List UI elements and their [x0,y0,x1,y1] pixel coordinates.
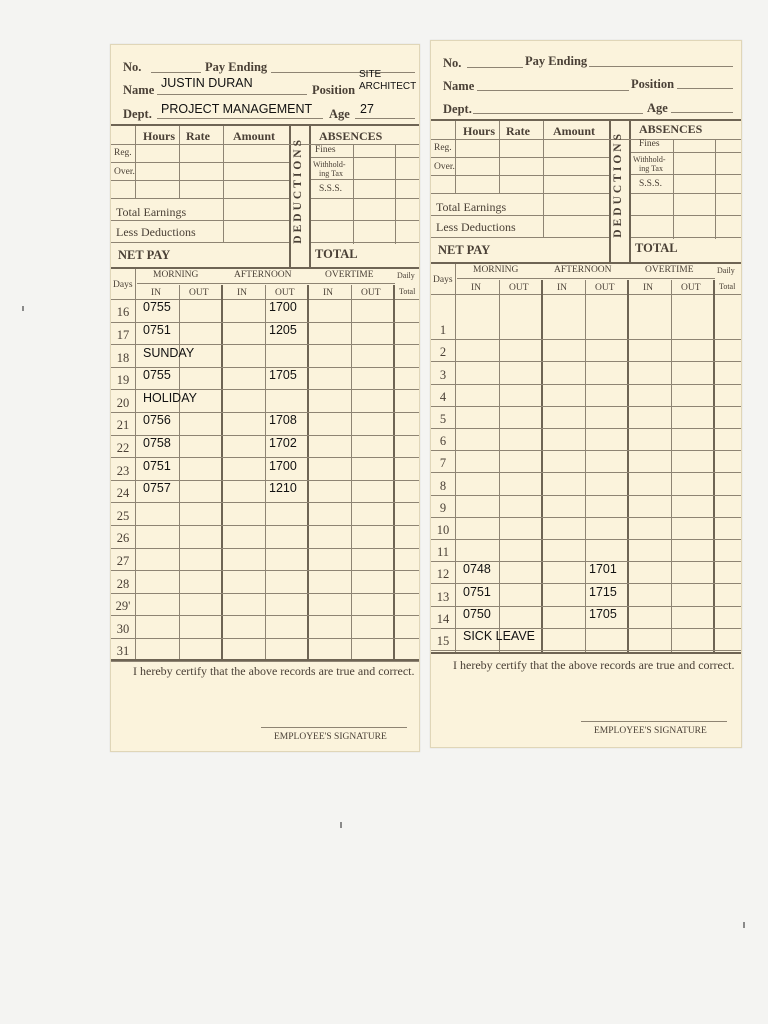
column-divider [307,285,309,659]
grid-line [311,157,419,158]
absences-header: ABSENCES [639,122,703,136]
day-number: 22 [116,440,130,455]
day-number: 14 [436,611,450,626]
morning-in-time: 0751 [143,322,171,337]
grid-line [631,237,741,238]
morning-out-header: OUT [509,283,529,293]
certify-statement: I hereby certify that the above records are true and correct. [133,664,415,678]
day-number: 6 [439,434,447,449]
daily-total-header-1: Daily [717,266,735,275]
pay-ending-label: Pay Ending [525,54,588,68]
rate-header: Rate [186,129,210,143]
total-earnings-label: Total Earnings [116,205,187,219]
age-line [355,118,415,119]
grid-line [499,280,500,652]
employee-signature-label: EMPLOYEE'S SIGNATURE [274,732,387,742]
day-number: 19 [116,373,130,388]
afternoon-in-header: IN [557,283,568,293]
afternoon-out-time: 1705 [269,368,297,383]
day-number: 7 [439,456,447,471]
grid-line [311,220,419,221]
grid-line [431,650,741,651]
overtime-out-header: OUT [681,283,701,293]
grid-line [111,661,419,662]
column-divider [221,285,223,659]
grid-line [455,264,456,652]
hours-header: Hours [143,129,176,143]
column-divider [541,280,543,652]
withholding-label-1: Withhold- [313,160,346,169]
grid-line [353,144,354,244]
day-number: 12 [436,567,450,582]
morning-in-time: 0751 [463,584,491,599]
time-grid-top-border [431,262,741,264]
dept-line [157,118,323,119]
dept-value: PROJECT MANAGEMENT [161,102,313,116]
grid-line [673,139,674,239]
grid-line [111,198,289,199]
day-number: 29' [115,599,131,614]
afternoon-out-header: OUT [275,288,295,298]
day-number: 25 [116,508,130,523]
day-number: 18 [116,350,130,365]
day-number: 27 [116,553,130,568]
grid-line [265,285,266,659]
day-number: 30 [116,621,130,636]
day-number: 10 [436,522,450,537]
overtime-header: OVERTIME [645,265,694,275]
no-line [151,72,201,73]
deductions-divider-right [309,124,311,269]
age-label: Age [647,101,668,115]
grid-line [631,174,741,175]
time-grid-top-border [111,267,419,269]
grid-line [311,242,419,243]
grid-line [431,517,741,518]
over-label: Over. [114,167,135,177]
rate-header: Rate [506,124,530,138]
afternoon-out-time: 1700 [269,300,297,315]
position-value-line2: ARCHITECT [359,81,417,92]
grid-line [431,361,741,362]
afternoon-header: AFTERNOON [554,265,612,275]
day-number: 15 [436,633,450,648]
day-number: 31 [116,644,130,659]
age-label: Age [329,107,350,121]
grid-line [395,144,396,244]
grid-line [111,615,419,616]
grid-line [137,283,395,284]
grid-line [179,285,180,659]
reg-label: Reg. [434,143,452,153]
morning-in-time: 0755 [143,300,171,315]
dept-line [473,113,643,114]
daily-total-header-2: Total [719,282,736,291]
position-label: Position [312,83,356,97]
sss-label: S.S.S. [319,184,342,194]
day-number: 8 [439,478,447,493]
morning-in-time: 0758 [143,435,171,450]
day-number: 3 [439,367,447,382]
dept-label: Dept. [443,102,472,116]
less-deductions-label: Less Deductions [436,220,516,234]
afternoon-out-time: 1702 [269,435,297,450]
pay-ending-label: Pay Ending [205,60,268,74]
time-card-right [430,40,742,748]
absences-header: ABSENCES [319,129,383,143]
grid-line [431,384,741,385]
day-number: 4 [439,389,447,404]
afternoon-out-time: 1210 [269,481,297,496]
grid-line [431,495,741,496]
grid-line [431,193,609,194]
morning-in-time: 0755 [143,368,171,383]
net-pay-label: NET PAY [118,248,171,262]
column-divider [627,280,629,652]
name-label: Name [123,83,155,97]
no-line [467,67,523,68]
overtime-header: OVERTIME [325,270,374,280]
amount-header: Amount [553,124,596,138]
day-note: HOLIDAY [143,390,197,405]
day-number: 13 [436,589,450,604]
amount-header: Amount [233,129,276,143]
day-number: 23 [116,463,130,478]
certify-statement: I hereby certify that the above records are true and correct. [453,658,735,672]
signature-line [581,721,727,722]
grid-line [135,269,136,659]
grid-line [431,215,609,216]
grid-line [431,294,741,295]
no-label: No. [123,60,142,74]
grid-line [631,152,741,153]
grid-line [111,525,419,526]
day-number: 16 [116,305,130,320]
day-number: 17 [116,327,130,342]
afternoon-in-header: IN [237,288,248,298]
grid-line [431,450,741,451]
name-line [477,90,629,91]
employee-signature-label: EMPLOYEE'S SIGNATURE [594,726,707,736]
morning-in-time: 0748 [463,562,491,577]
fines-label: Fines [315,145,336,155]
scan-speck [22,306,24,311]
morning-header: MORNING [473,265,519,275]
afternoon-out-time: 1715 [589,584,617,599]
grid-line [431,139,741,140]
total-label: TOTAL [635,241,678,255]
signature-line [261,727,407,728]
days-header: Days [113,280,133,290]
withholding-label-2: ing Tax [319,169,343,178]
grid-line [111,638,419,639]
scan-speck [340,822,342,828]
net-pay-label: NET PAY [438,243,491,257]
daily-total-header-1: Daily [397,271,415,280]
grid-line [457,278,715,279]
fines-label: Fines [639,139,660,149]
payroll-top-border [111,124,419,126]
grid-line [311,198,419,199]
afternoon-out-time: 1705 [589,606,617,621]
position-value-line1: SITE [359,69,382,80]
grid-line [111,242,289,243]
sss-label: S.S.S. [639,179,662,189]
afternoon-out-header: OUT [595,283,615,293]
position-line [677,88,733,89]
grid-line [111,162,289,163]
less-deductions-label: Less Deductions [116,225,196,239]
deductions-divider-left [289,124,291,269]
column-divider [713,280,715,652]
name-label: Name [443,79,475,93]
grid-line [715,139,716,239]
morning-in-header: IN [151,288,162,298]
afternoon-out-time: 1708 [269,413,297,428]
day-number: 9 [439,500,447,515]
reg-label: Reg. [114,148,132,158]
morning-in-header: IN [471,283,482,293]
name-line [157,94,307,95]
payroll-top-border [431,119,741,121]
column-divider [393,285,395,659]
afternoon-header: AFTERNOON [234,270,292,280]
no-label: No. [443,56,462,70]
morning-in-time: 0757 [143,481,171,496]
afternoon-out-time: 1700 [269,458,297,473]
afternoon-out-time: 1205 [269,322,297,337]
grid-line [431,237,609,238]
deductions-vertical-label: DEDUCTIONS [612,131,624,238]
age-line [671,112,733,113]
grid-line [111,502,419,503]
deductions-divider-right [629,119,631,264]
day-number: 20 [116,395,130,410]
total-earnings-label: Total Earnings [436,200,507,214]
grid-line [631,193,741,194]
grid-line [351,285,352,659]
day-number: 26 [116,531,130,546]
morning-in-time: 0750 [463,606,491,621]
day-note: SUNDAY [143,345,195,360]
day-number: 2 [439,345,447,360]
age-value: 27 [360,102,374,116]
hours-header: Hours [463,124,496,138]
afternoon-out-time: 1701 [589,562,617,577]
total-label: TOTAL [315,247,358,261]
day-number: 28 [116,576,130,591]
day-number: 1 [439,323,447,338]
grid-line [585,280,586,652]
withholding-label-1: Withhold- [633,155,666,164]
grid-line [431,472,741,473]
grid-line [671,280,672,652]
grid-line [431,339,741,340]
time-card-left [110,44,420,752]
grid-line [431,157,609,158]
day-number: 21 [116,418,130,433]
grid-line [431,175,609,176]
morning-in-time: 0756 [143,413,171,428]
morning-out-header: OUT [189,288,209,298]
deductions-vertical-label: DEDUCTIONS [292,137,304,244]
grid-line [311,179,419,180]
over-label: Over. [434,162,455,172]
pay-ending-line [589,66,733,67]
dept-label: Dept. [123,107,152,121]
day-number: 24 [116,486,130,501]
grid-line [111,144,419,145]
day-number: 11 [436,545,450,560]
overtime-out-header: OUT [361,288,381,298]
position-label: Position [631,77,675,91]
morning-in-time: 0751 [143,458,171,473]
overtime-in-header: IN [323,288,334,298]
day-number: 5 [439,411,447,426]
grid-line [431,428,741,429]
daily-total-header-2: Total [399,287,416,296]
name-value: JUSTIN DURAN [161,76,253,90]
withholding-label-2: ing Tax [639,164,663,173]
grid-line [111,593,419,594]
grid-line [431,406,741,407]
grid-line [111,548,419,549]
deductions-divider-left [609,119,611,264]
time-grid-bottom-border [431,652,741,654]
grid-line [431,539,741,540]
days-header: Days [433,275,453,285]
grid-line [111,180,289,181]
scan-speck [743,922,745,928]
pay-ending-line [271,72,415,73]
grid-line [631,215,741,216]
day-note: SICK LEAVE [463,628,536,643]
grid-line [111,570,419,571]
grid-line [111,220,289,221]
morning-header: MORNING [153,270,199,280]
overtime-in-header: IN [643,283,654,293]
